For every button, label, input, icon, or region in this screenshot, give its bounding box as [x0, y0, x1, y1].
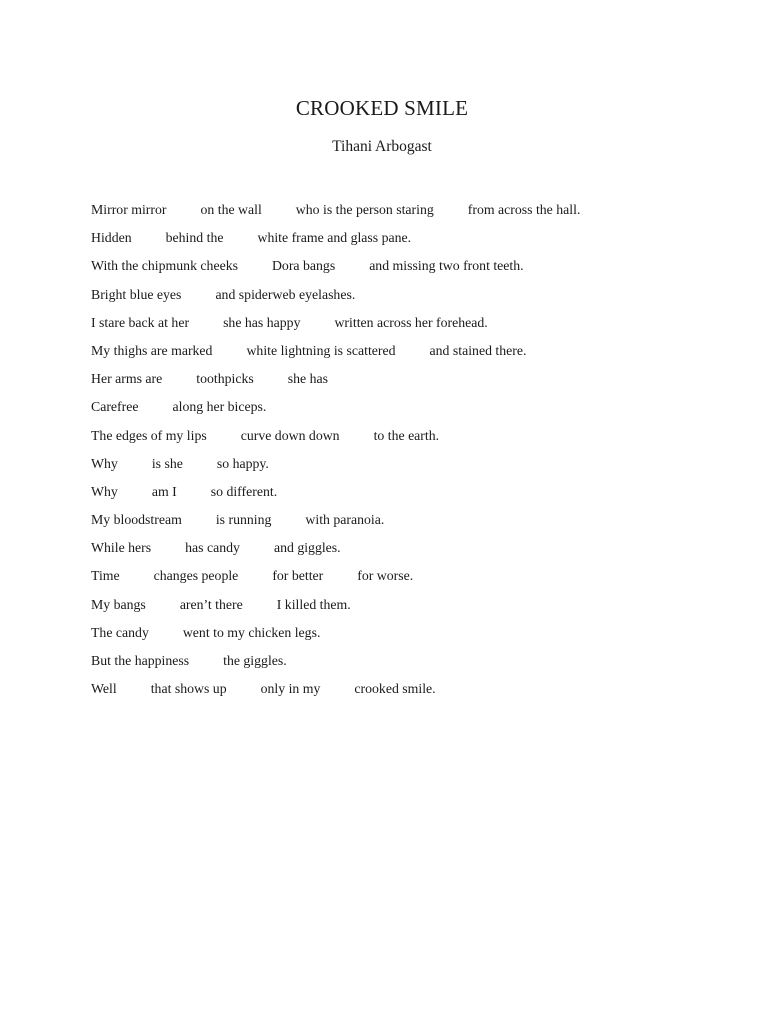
poem-phrase: aren’t there — [179, 596, 243, 612]
poem-phrase: My thighs are marked — [91, 342, 213, 358]
poem-phrase: white lightning is scattered — [246, 342, 396, 358]
poem-phrase: behind the — [165, 230, 224, 246]
poem-phrase: curve down down — [240, 427, 340, 443]
poem-line — [91, 313, 731, 341]
poem-phrase: and stained there. — [429, 342, 527, 358]
poem-phrase: from across the hall. — [467, 202, 581, 217]
poem-phrase: The candy — [91, 624, 149, 640]
poem-phrase: and spiderweb eyelashes. — [215, 286, 356, 302]
poem-phrase: am I — [151, 483, 177, 499]
poem-phrase: Why — [91, 483, 118, 499]
poem-phrase: While hers — [91, 540, 152, 556]
poem-line — [91, 651, 731, 679]
poem-phrase: Mirror mirror — [91, 202, 167, 217]
poem-phrase: she has happy — [223, 314, 301, 330]
poem-title: CROOKED SMILE — [295, 96, 469, 120]
poem-phrase: Dora bangs — [271, 258, 336, 274]
poem-author: Tihani Arbogast — [332, 138, 432, 155]
poem-phrase: My bloodstream — [91, 512, 182, 528]
poem-phrase: on the wall — [200, 202, 262, 217]
poem-phrase: crooked smile. — [354, 681, 436, 697]
poem-phrase: went to my chicken legs. — [182, 624, 321, 640]
poem-line — [91, 510, 731, 538]
poem-phrase: for better — [272, 568, 324, 584]
poem-phrase: But the happiness — [91, 653, 190, 668]
poem-line — [91, 454, 731, 482]
poem-phrase: I stare back at her — [91, 314, 190, 330]
poem-phrase: is running — [215, 512, 272, 528]
poem-phrase: to the earth. — [373, 427, 440, 443]
poem-phrase: Well — [91, 681, 117, 697]
poem-line — [91, 595, 731, 623]
poem-phrase: along her biceps. — [172, 399, 267, 415]
poem-phrase: Hidden — [91, 230, 132, 246]
poem-phrase: is she — [151, 455, 183, 471]
poem-line — [91, 341, 731, 369]
poem-phrase: I killed them. — [276, 596, 351, 612]
poem-line — [91, 397, 731, 425]
poem-phrase: With the chipmunk cheeks — [91, 258, 238, 274]
poem-phrase: so happy. — [216, 455, 269, 471]
poem-line — [91, 256, 731, 284]
poem-phrase: and missing two front teeth. — [369, 258, 524, 274]
poem-phrase: for worse. — [357, 568, 414, 584]
poem-line — [91, 426, 731, 454]
poem-phrase: written across her forehead. — [334, 314, 488, 330]
poem-line — [91, 200, 731, 228]
poem-phrase: who is the person staring — [295, 202, 434, 217]
poem-phrase: Her arms are — [91, 371, 163, 387]
poem-phrase: changes people — [153, 568, 239, 584]
poem-phrase: Bright blue eyes — [91, 286, 182, 302]
poem-line — [91, 369, 731, 397]
poem-line — [91, 623, 731, 651]
poem-line — [91, 228, 731, 256]
poem-phrase: Why — [91, 455, 118, 471]
poem-phrase: only in my — [260, 681, 321, 697]
poem-phrase: and giggles. — [273, 540, 341, 556]
poem-phrase: so different. — [210, 483, 278, 499]
poem-phrase: she has — [287, 371, 328, 387]
poem-body — [91, 200, 731, 707]
poem-line — [91, 679, 731, 707]
poem-phrase: Carefree — [91, 399, 139, 415]
poem-line — [91, 566, 731, 594]
poem-phrase: white frame and glass pane. — [257, 230, 412, 246]
poem-line — [91, 285, 731, 313]
poem-line — [91, 482, 731, 510]
poem-phrase: has candy — [185, 540, 240, 556]
poem-phrase: The edges of my lips — [91, 427, 207, 443]
poem-phrase: Time — [91, 568, 120, 584]
poem-phrase: with paranoia. — [305, 512, 385, 528]
poem-phrase: My bangs — [91, 596, 146, 612]
poem-phrase: the giggles. — [223, 653, 287, 668]
poem-phrase: toothpicks — [196, 371, 254, 387]
poem-line — [91, 538, 731, 566]
poem-phrase: that shows up — [150, 681, 227, 697]
